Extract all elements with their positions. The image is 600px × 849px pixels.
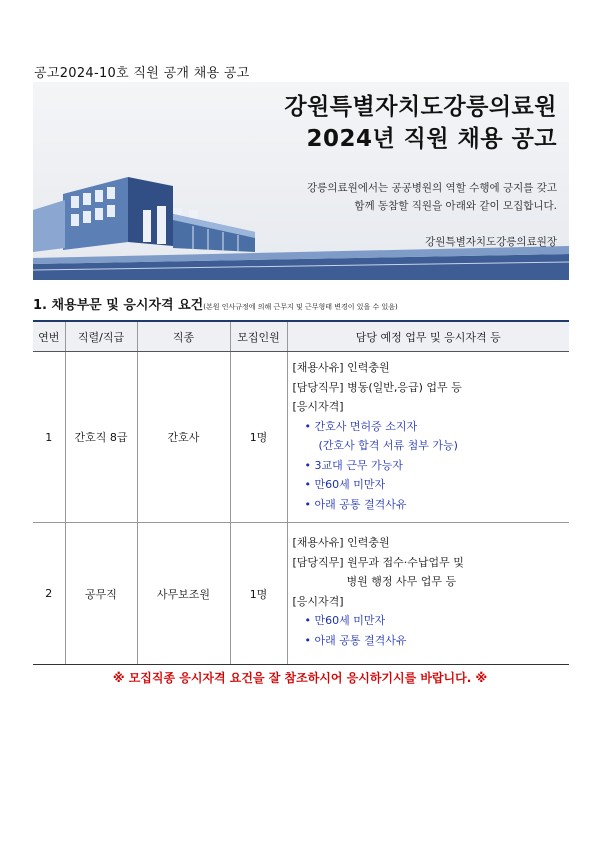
header-count: 모집인원 (230, 321, 287, 352)
recruitment-table (33, 320, 569, 665)
table-row (33, 523, 569, 665)
row-no: 1 (33, 352, 65, 523)
qualification-item: (간호사 합격 서류 첨부 가능) (318, 439, 458, 452)
qualification-heading: [응시자격] (292, 594, 344, 608)
row-duties (287, 523, 569, 665)
row-count: 1명 (230, 352, 287, 523)
banner-title-hospital: 강원특별자치도강릉의료원 (284, 94, 557, 120)
banner-intro-line2: 함께 동참할 직원을 아래와 같이 모집합니다. (354, 200, 557, 212)
banner-signature: 강원특별자치도강릉의료원장 (425, 236, 557, 248)
section-note: (본원 인사규정에 의해 근무지 및 근무형태 변경이 있을 수 있음) (203, 303, 398, 311)
table-row (33, 352, 569, 523)
assigned-duty-continued: 병원 행정 사무 업무 등 (346, 575, 457, 588)
recruitment-banner (33, 82, 569, 280)
footer-note: ※ 모집직종 응시자격 요건을 잘 참조하시어 응시하기시를 바랍니다. ※ (112, 671, 488, 685)
table-header-row (33, 321, 569, 352)
hiring-reason: [채용사유] 인력충원 (292, 536, 390, 549)
banner-intro-line1: 강릉의료원에서는 공공병원의 역할 수행에 긍지를 갖고 (307, 182, 557, 194)
row-no: 2 (33, 523, 65, 665)
header-duties: 담당 예정 업무 및 응시자격 등 (287, 321, 569, 352)
assigned-duty: [담당직무] 병동(일반,응급) 업무 등 (292, 380, 462, 394)
banner-title-recruitment: 2024년 직원 채용 공고 (306, 126, 557, 152)
qualification-heading: [응시자격] (292, 400, 344, 413)
qualification-item: • 간호사 면허증 소지자 (304, 419, 418, 433)
row-series: 간호직 8급 (65, 352, 137, 523)
header-series: 직렬/직급 (65, 321, 137, 352)
notice-number: 공고2024-10호 직원 공개 채용 공고 (34, 66, 250, 81)
row-job: 사무보조원 (137, 523, 230, 665)
hiring-reason: [채용사유] 인력충원 (292, 361, 390, 374)
qualification-item: • 아래 공통 결격사유 (304, 497, 407, 511)
qualification-item: • 만60세 미만자 (304, 478, 386, 491)
row-duties (287, 352, 569, 523)
header-no: 연번 (33, 321, 65, 352)
section-heading (33, 294, 398, 313)
qualification-item: • 아래 공통 결격사유 (304, 633, 407, 647)
section-title: 1. 채용부문 및 응시자격 요건 (33, 298, 204, 313)
assigned-duty: [담당직무] 원무과 접수·수납업무 및 (292, 555, 464, 569)
qualification-item: • 만60세 미만자 (304, 614, 386, 627)
header-job: 직종 (137, 321, 230, 352)
row-job: 간호사 (137, 352, 230, 523)
row-series: 공무직 (65, 523, 137, 665)
qualification-item: • 3교대 근무 가능자 (304, 458, 403, 472)
row-count: 1명 (230, 523, 287, 665)
